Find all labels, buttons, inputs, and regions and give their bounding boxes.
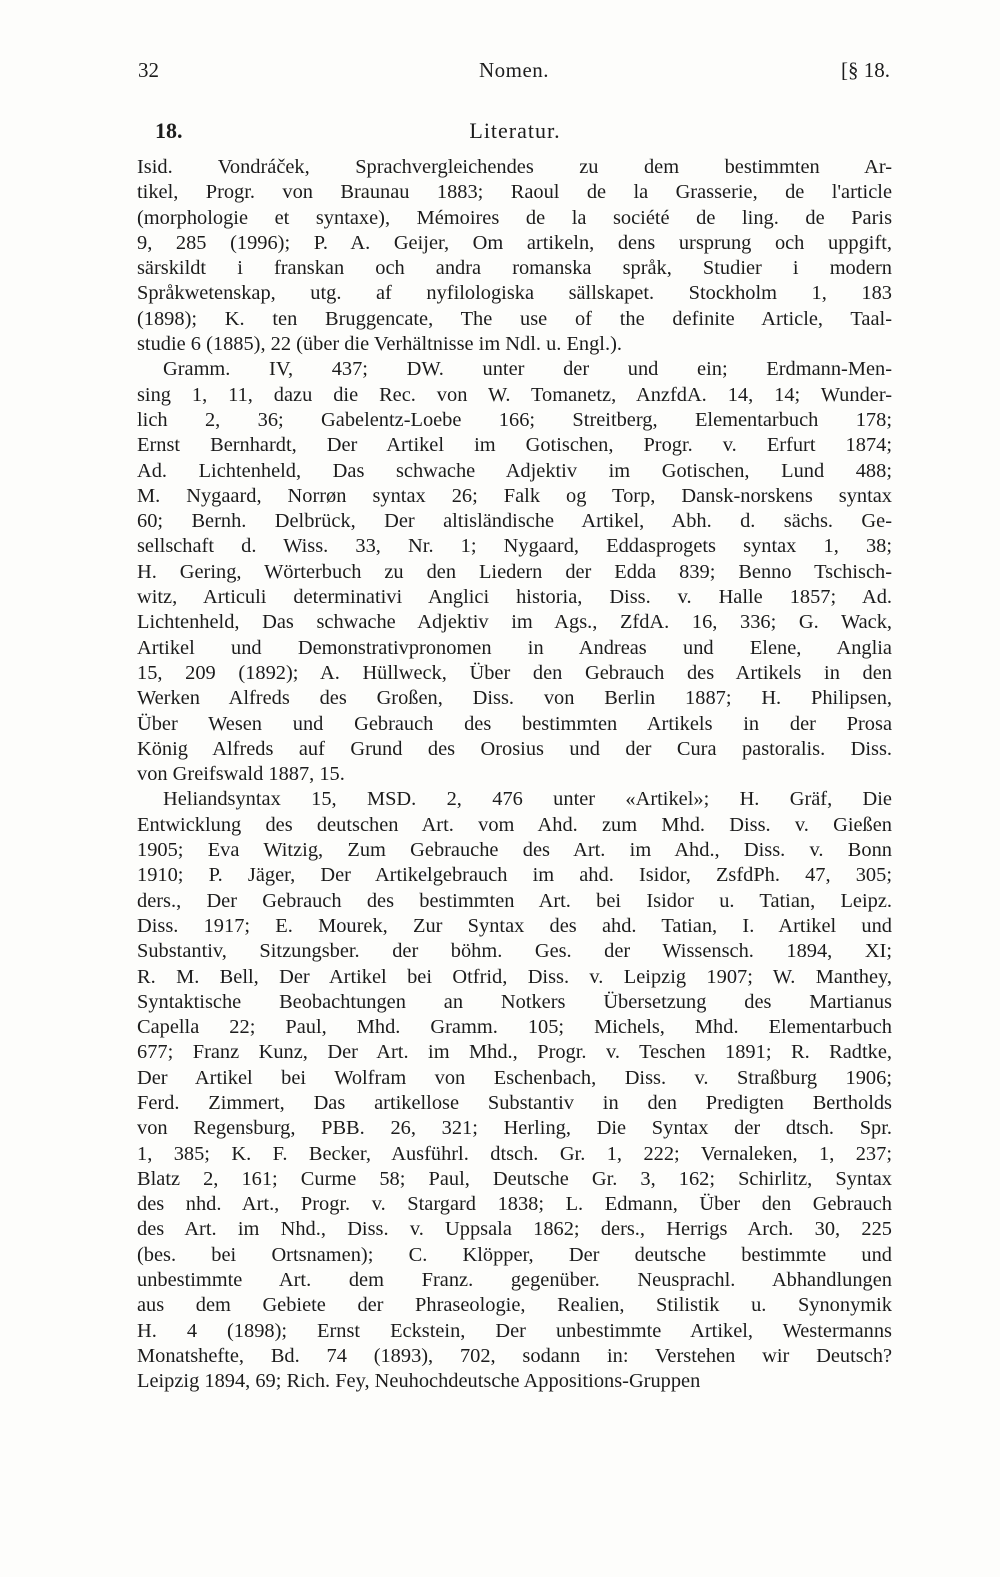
text-line: (morphologie et syntaxe), Mémoires de la société de ling. de Paris bbox=[137, 206, 892, 229]
paragraph bbox=[137, 787, 892, 1394]
text-line: Artikel und Demonstrativpronomen in Andreas und Elene, Anglia bbox=[137, 636, 892, 659]
text-line: des Art. im Nhd., Diss. v. Uppsala 1862; ders., Herrigs Arch. 30, 225 bbox=[137, 1218, 892, 1241]
text-line: sing 1, 11, dazu die Rec. von W. Tomanetz, AnzfdA. 14, 14; Wunder- bbox=[137, 383, 892, 406]
text-line: lich 2, 36; Gabelentz-Loebe 166; Streitberg, Elementarbuch 178; bbox=[137, 408, 892, 431]
text-line: R. M. Bell, Der Artikel bei Otfrid, Diss. v. Leipzig 1907; W. Manthey, bbox=[137, 965, 892, 988]
text-line: 60; Bernh. Delbrück, Der altisländische Artikel, Abh. d. sächs. Ge- bbox=[137, 510, 892, 533]
section-title: Literatur. bbox=[469, 118, 561, 143]
text-line: König Alfreds auf Grund des Orosius und der Cura pastoralis. Diss. bbox=[137, 737, 892, 760]
text-line: witz, Articuli determinativi Anglici historia, Diss. v. Halle 1857; Ad. bbox=[137, 586, 892, 609]
text-line: Substantiv, Sitzungsber. der böhm. Ges. der Wissensch. 1894, XI; bbox=[137, 940, 892, 963]
text-line: tikel, Progr. von Braunau 1883; Raoul de la Grasserie, de l'article bbox=[137, 181, 892, 204]
text-line: sellschaft d. Wiss. 33, Nr. 1; Nygaard, Eddasprogets syntax 1, 38; bbox=[137, 535, 892, 558]
text-line: Blatz 2, 161; Curme 58; Paul, Deutsche Gr. 3, 162; Schirlitz, Syntax bbox=[137, 1167, 892, 1190]
running-head-title: Nomen. bbox=[478, 58, 550, 82]
section-heading bbox=[140, 118, 890, 148]
text-line: 1, 385; K. F. Becker, Ausführl. dtsch. Gr. 1, 222; Vernaleken, 1, 237; bbox=[137, 1142, 892, 1165]
text-line: Ferd. Zimmert, Das artikellose Substantiv in den Predigten Bertholds bbox=[137, 1091, 892, 1114]
text-line: Monatshefte, Bd. 74 (1893), 702, sodann in: Verstehen wir Deutsch? bbox=[137, 1344, 892, 1367]
text-line: H. 4 (1898); Ernst Eckstein, Der unbestimmte Artikel, Westermanns bbox=[137, 1319, 892, 1342]
text-line: 9, 285 (1996); P. A. Geijer, Om artikeln, dens ursprung och uppgift, bbox=[137, 231, 892, 254]
section-number: 18. bbox=[155, 118, 183, 143]
text-line: Lichtenheld, Das schwache Adjektiv im Ags., ZfdA. 16, 336; G. Wack, bbox=[137, 611, 892, 634]
text-line: ders., Der Gebrauch des bestimmten Art. bei Isidor u. Tatian, Leipz. bbox=[137, 889, 892, 912]
text-line: Diss. 1917; E. Mourek, Zur Syntax des ahd. Tatian, I. Artikel und bbox=[137, 914, 892, 937]
text-line: Leipzig 1894, 69; Rich. Fey, Neuhochdeutsche Appositions-Gruppen bbox=[137, 1370, 701, 1393]
text-line: Der Artikel bei Wolfram von Eschenbach, Diss. v. Straßburg 1906; bbox=[137, 1066, 892, 1089]
paragraph bbox=[137, 155, 892, 357]
text-line: 677; Franz Kunz, Der Art. im Mhd., Progr. v. Teschen 1891; R. Radtke, bbox=[137, 1041, 892, 1064]
text-line: M. Nygaard, Norrøn syntax 26; Falk og Torp, Dansk-norskens syntax bbox=[137, 484, 892, 507]
text-line: H. Gering, Wörterbuch zu den Liedern der Edda 839; Benno Tschisch- bbox=[137, 560, 892, 583]
text-line: Capella 22; Paul, Mhd. Gramm. 105; Michels, Mhd. Elementarbuch bbox=[137, 1016, 892, 1039]
text-line: Ernst Bernhardt, Der Artikel im Gotischen, Progr. v. Erfurt 1874; bbox=[137, 434, 892, 457]
text-line: studie 6 (1885), 22 (über die Verhältnisse im Ndl. u. Engl.). bbox=[137, 333, 622, 356]
text-line: aus dem Gebiete der Phraseologie, Realien, Stilistik u. Synonymik bbox=[137, 1294, 892, 1317]
text-line: Isid. Vondráček, Sprachvergleichendes zu dem bestimmten Ar- bbox=[137, 156, 892, 178]
running-head bbox=[138, 58, 890, 88]
text-line: särskildt i franskan och andra romanska språk, Studier i modern bbox=[137, 257, 892, 280]
page-number: 32 bbox=[138, 58, 159, 82]
text-line: Über Wesen und Gebrauch des bestimmten Artikels in der Prosa bbox=[137, 712, 892, 735]
running-head-section: [§ 18. bbox=[841, 58, 890, 82]
text-line: Heliandsyntax 15, MSD. 2, 476 unter «Artikel»; H. Gräf, Die bbox=[163, 788, 892, 811]
text-line: (bes. bei Ortsnamen); C. Klöpper, Der deutsche bestimmte und bbox=[137, 1243, 892, 1266]
text-line: 15, 209 (1892); A. Hüllweck, Über den Gebrauch des Artikels in den bbox=[137, 661, 892, 684]
text-line: Werken Alfreds des Großen, Diss. von Berlin 1887; H. Philipsen, bbox=[137, 687, 892, 710]
text-line: Gramm. IV, 437; DW. unter der und ein; Erdmann-Men- bbox=[163, 358, 892, 381]
text-line: 1905; Eva Witzig, Zum Gebrauche des Art. im Ahd., Diss. v. Bonn bbox=[137, 839, 892, 862]
body-text bbox=[137, 155, 892, 1395]
text-line: Ad. Lichtenheld, Das schwache Adjektiv im Gotischen, Lund 488; bbox=[137, 459, 892, 482]
text-line: Syntaktische Beobachtungen an Notkers Übersetzung des Martianus bbox=[137, 990, 892, 1013]
text-line: 1910; P. Jäger, Der Artikelgebrauch im ahd. Isidor, ZsfdPh. 47, 305; bbox=[137, 864, 892, 887]
text-line: des nhd. Art., Progr. v. Stargard 1838; L. Edmann, Über den Gebrauch bbox=[137, 1193, 892, 1216]
paragraph bbox=[137, 357, 892, 787]
text-line: von Regensburg, PBB. 26, 321; Herling, Die Syntax der dtsch. Spr. bbox=[137, 1117, 892, 1140]
text-line: Språkwetenskap, utg. af nyfilologiska sällskapet. Stockholm 1, 183 bbox=[137, 282, 892, 305]
text-line: Entwicklung des deutschen Art. vom Ahd. zum Mhd. Diss. v. Gießen bbox=[137, 813, 892, 836]
text-line: von Greifswald 1887, 15. bbox=[137, 763, 345, 786]
text-line: (1898); K. ten Bruggencate, The use of the definite Article, Taal- bbox=[137, 307, 892, 330]
text-line: unbestimmte Art. dem Franz. gegenüber. Neusprachl. Abhandlungen bbox=[137, 1269, 892, 1292]
